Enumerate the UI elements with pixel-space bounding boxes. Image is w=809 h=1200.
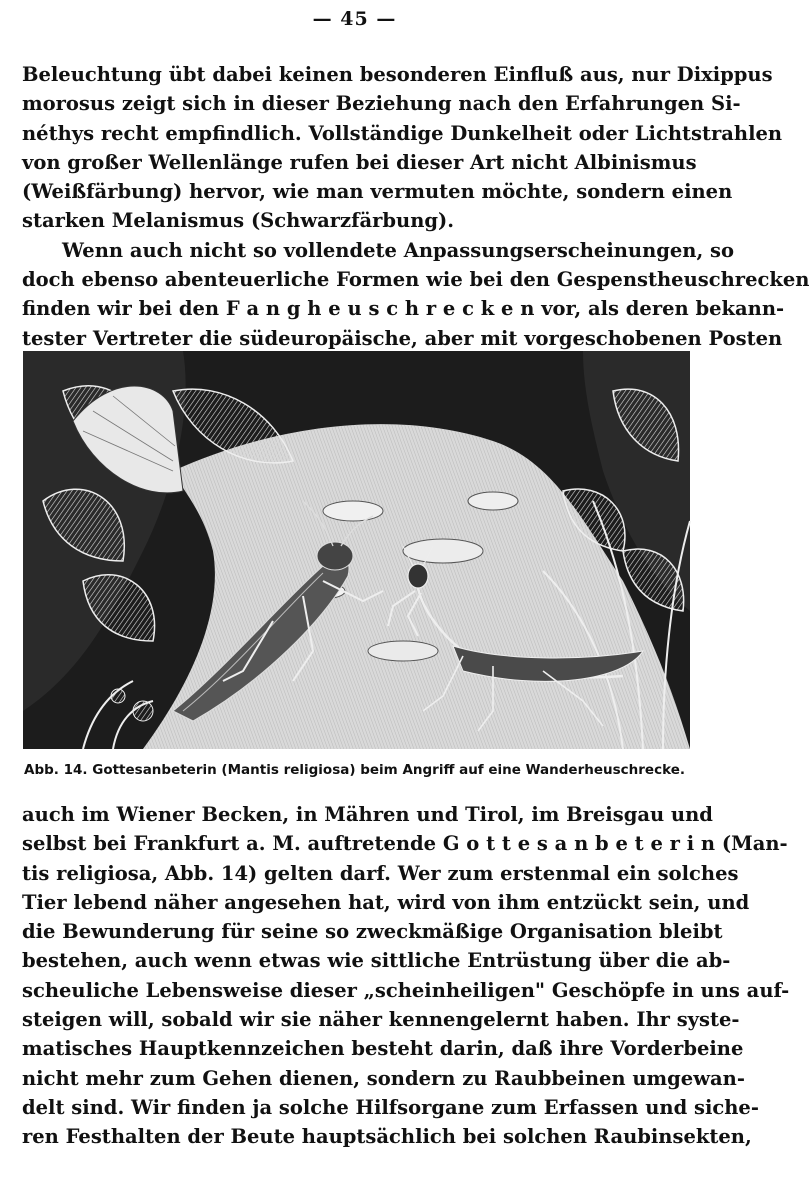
text-line: (Weißfärbung) hervor, wie man vermuten möchte, sondern einen xyxy=(22,180,733,204)
text-line: Tier lebend näher angesehen hat, wird von ihm entzückt sein, und xyxy=(22,890,750,914)
text-line: starken Melanismus (Schwarzfärbung). xyxy=(22,209,455,233)
text-line: Wenn auch nicht so vollendete Anpassungserscheinungen, so xyxy=(62,238,735,262)
text-line: tis religiosa, Abb. 14) gelten darf. Wer zum erstenmal ein solches xyxy=(22,861,739,885)
text-line: steigen will, sobald wir sie näher kennengelernt haben. Ihr syste- xyxy=(22,1008,740,1032)
paragraph-bottom xyxy=(22,800,790,1152)
text-line: tester Vertreter die südeuropäische, aber mit vorgeschobenen Posten xyxy=(22,326,783,350)
text-line: selbst bei Frankfurt a. M. auftretende G o t t e s a n b e t e r i n (Man- xyxy=(22,832,788,856)
text-line: delt sind. Wir finden ja solche Hilfsorgane zum Erfassen und siche- xyxy=(22,1095,759,1119)
paragraph-top xyxy=(22,60,809,353)
text-line: die Bewunderung für seine so zweckmäßige Organisation bleibt xyxy=(22,920,723,944)
text-line: morosus zeigt sich in dieser Beziehung nach den Erfahrungen Si- xyxy=(22,92,741,116)
text-line: matisches Hauptkennzeichen besteht darin, daß ihre Vorderbeine xyxy=(22,1037,744,1061)
figure-caption: Abb. 14. Gottesanbeterin (Mantis religiosa) beim Angriff auf eine Wanderheuschrecke. xyxy=(24,762,685,778)
page-number: — 45 — xyxy=(312,8,397,30)
text-line: auch im Wiener Becken, in Mähren und Tirol, im Breisgau und xyxy=(22,803,713,826)
text-line: doch ebenso abenteuerliche Formen wie bei den Gespenstheuschrecken xyxy=(22,268,809,292)
text-line: finden wir bei den F a n g h e u s c h r e c k e n vor, als deren bekann- xyxy=(22,297,785,321)
mantis-locust-illustration xyxy=(23,351,690,749)
text-line: scheuliche Lebensweise dieser „scheinheiligen" Geschöpfe in uns auf- xyxy=(22,978,790,1002)
text-line: nicht mehr zum Gehen dienen, sondern zu Raubbeinen umgewan- xyxy=(22,1066,745,1090)
text-line: von großer Wellenlänge rufen bei dieser Art nicht Albinismus xyxy=(22,150,697,174)
text-line: Beleuchtung übt dabei keinen besonderen Einfluß aus, nur Dixippus xyxy=(22,63,773,86)
text-line: néthys recht empfindlich. Vollständige Dunkelheit oder Lichtstrahlen xyxy=(22,121,783,145)
figure-illustration xyxy=(23,351,690,749)
text-line: bestehen, auch wenn etwas wie sittliche Entrüstung über die ab- xyxy=(22,949,731,973)
text-line: ren Festhalten der Beute hauptsächlich bei solchen Raubinsekten, xyxy=(22,1125,752,1149)
